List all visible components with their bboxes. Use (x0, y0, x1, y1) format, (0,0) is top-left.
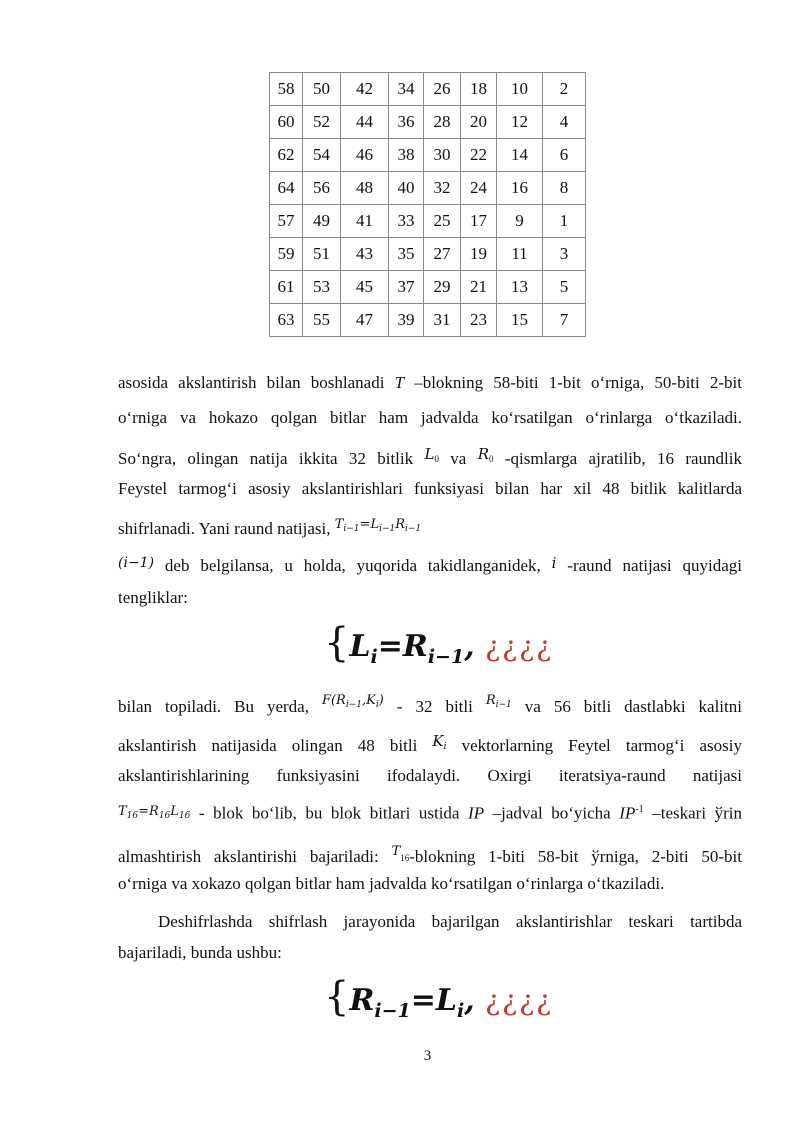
math-T: T (394, 373, 405, 392)
table-cell: 16 (497, 172, 543, 205)
table-cell: 53 (303, 271, 341, 304)
table-cell: 35 (389, 238, 424, 271)
text: shifrlanadi. Yani raund natijasi, (118, 519, 335, 538)
table-cell: 27 (424, 238, 461, 271)
table-cell: 56 (303, 172, 341, 205)
formula-K: $K_i$ (432, 732, 447, 752)
text: –jadval bo‘yicha (484, 803, 620, 823)
text: bilan topiladi. Bu yerda, (118, 697, 322, 716)
p1-line-4: Feystel tarmog‘i asosiy akslantirishlari funksiyasi bilan har xil 48 bitlik kalitlarda (118, 479, 742, 498)
table-cell: 11 (497, 238, 543, 271)
table-cell: 29 (424, 271, 461, 304)
table-row (270, 205, 586, 238)
eq-rel: =L (410, 983, 457, 1018)
math-i-minus-1: (i−1) (118, 555, 155, 571)
table-cell: 48 (341, 172, 389, 205)
formula-R: Ri−1 (485, 693, 512, 710)
table-cell: 15 (497, 304, 543, 337)
formula-T16b: T (391, 844, 401, 859)
table-cell: 61 (270, 271, 303, 304)
table-cell: 55 (303, 304, 341, 337)
table-cell: 8 (543, 172, 586, 205)
table-cell: 14 (497, 139, 543, 172)
equation-1 (324, 620, 553, 668)
text: –teskari ўrin (643, 803, 742, 823)
text: almashtirish akslantirishi bajariladi: (118, 847, 392, 866)
table-cell: 50 (303, 73, 341, 106)
eq-sub: i−1 (427, 646, 465, 668)
p2-line-4 (118, 800, 742, 826)
text: asosida akslantirish bilan boshlanadi (118, 373, 395, 392)
p1-line-2: o‘rniga va hokazo qolgan bitlar ham jadvalda ko‘rsatilgan o‘rinlarga o‘tkaziladi. (118, 408, 742, 427)
text: –blokning 58-biti 1-bit o‘rniga, 50-biti 2-bit (404, 373, 742, 392)
table-row (270, 73, 586, 106)
text: So‘ngra, olingan natija ikkita 32 bitlik (118, 449, 425, 468)
eq-lhs: R (349, 983, 375, 1018)
p3-line-1: Deshifrlashda shifrlash jarayonida bajarilgan akslantirishlar teskari tartibda (158, 912, 742, 931)
table-row (270, 172, 586, 205)
table-cell: 49 (303, 205, 341, 238)
table-cell: 42 (341, 73, 389, 106)
p1-line-7: tengliklar: (118, 588, 188, 607)
formula-T-LR: Ti−1=Li−1Ri−1 (334, 517, 422, 534)
formula-F: F(Ri−1,Ki) (321, 693, 384, 710)
table-cell: 36 (389, 106, 424, 139)
table-row (270, 106, 586, 139)
table-cell: 59 (270, 238, 303, 271)
formula-T16: T16=R16L16 (118, 803, 191, 821)
table-cell: 25 (424, 205, 461, 238)
table-cell: 54 (303, 139, 341, 172)
eq-sub: i (370, 646, 378, 668)
eq-lhs: L (349, 629, 371, 664)
eq-rel: =R (377, 629, 428, 664)
table-cell: 63 (270, 304, 303, 337)
p1-line-3 (118, 444, 742, 469)
table-cell: 5 (543, 271, 586, 304)
text: - blok bo‘lib, bu blok bitlari ustida (190, 803, 469, 823)
p1-line-1 (118, 373, 742, 393)
table-cell: 4 (543, 106, 586, 139)
p2-line-3: akslantirishlarining funksiyasini ifodalaydi. Oxirgi iteratsiya-raund natijasi (118, 766, 742, 785)
table-cell: 38 (389, 139, 424, 172)
table-cell: 47 (341, 304, 389, 337)
p2-line-1 (118, 691, 742, 717)
eq-sub: i−1 (374, 1000, 411, 1022)
table-cell: 31 (424, 304, 461, 337)
eq-glyphs: ¿¿¿¿ (485, 984, 554, 1017)
table-cell: 22 (461, 139, 497, 172)
eq-sub: i (456, 1000, 465, 1022)
equation-2 (324, 974, 553, 1022)
table-cell: 43 (341, 238, 389, 271)
text: -blokning 1-biti 58-bit ўrniga, 2-biti 50-bit (409, 847, 742, 866)
text: -raund natijasi quyidagi (556, 556, 742, 575)
table-cell: 19 (461, 238, 497, 271)
table-cell: 23 (461, 304, 497, 337)
table-cell: 60 (270, 106, 303, 139)
table-cell: 51 (303, 238, 341, 271)
brace: { (324, 974, 350, 1020)
table-cell: 6 (543, 139, 586, 172)
brace: { (324, 620, 350, 666)
p2-line-2 (118, 731, 742, 757)
eq-comma: , (464, 983, 475, 1018)
text: deb belgilansa, u holda, yuqorida takidlanganidek, (154, 556, 552, 575)
table-cell: 45 (341, 271, 389, 304)
text: -qismlarga ajratilib, 16 raundlik (493, 449, 743, 468)
eq-comma: , (464, 629, 475, 664)
table-cell: 40 (389, 172, 424, 205)
table-cell: 10 (497, 73, 543, 106)
table-cell: 18 (461, 73, 497, 106)
table-cell: 44 (341, 106, 389, 139)
table-row (270, 238, 586, 271)
p2-line-6: o‘rniga va xokazo qolgan bitlar ham jadvalda ko‘rsatilgan o‘rinlarga o‘tkaziladi. (118, 874, 665, 893)
table-cell: 46 (341, 139, 389, 172)
table-cell: 37 (389, 271, 424, 304)
table-cell: 24 (461, 172, 497, 205)
table-cell: 58 (270, 73, 303, 106)
table-row (270, 304, 586, 337)
math-sub: 0 (488, 454, 494, 464)
eq-glyphs: ¿¿¿¿ (485, 630, 554, 663)
text: - 32 bitli (383, 697, 486, 716)
table-cell: 26 (424, 73, 461, 106)
table-cell: 21 (461, 271, 497, 304)
p1-line-5 (118, 515, 742, 539)
table-cell: 39 (389, 304, 424, 337)
table-cell: 30 (424, 139, 461, 172)
p3-line-2: bajariladi, bunda ushbu: (118, 943, 282, 962)
p2-line-5 (118, 842, 742, 868)
math-sub: 16 (400, 853, 410, 863)
table-cell: 13 (497, 271, 543, 304)
p1-line-6 (118, 553, 742, 576)
text: akslantirish natijasida olingan 48 bitli (118, 736, 433, 755)
table-cell: 28 (424, 106, 461, 139)
math-R0: R (477, 445, 489, 463)
text: va 56 bitli dastlabki kalitni (511, 697, 742, 716)
table-cell: 34 (389, 73, 424, 106)
math-L0: L (424, 445, 435, 463)
table-cell: 57 (270, 205, 303, 238)
table-cell: 52 (303, 106, 341, 139)
table-cell: 3 (543, 238, 586, 271)
table-cell: 17 (461, 205, 497, 238)
math-i: i (551, 554, 557, 572)
text: va (438, 449, 478, 468)
table-cell: 64 (270, 172, 303, 205)
math-sup: -1 (635, 804, 644, 815)
table-cell: 33 (389, 205, 424, 238)
text: vektorlarning Feytel tarmog‘i asosiy (446, 736, 742, 755)
table-row (270, 271, 586, 304)
table-cell: 9 (497, 205, 543, 238)
table-cell: 20 (461, 106, 497, 139)
page-number: 3 (423, 1048, 432, 1064)
table-cell: 32 (424, 172, 461, 205)
table-cell: 62 (270, 139, 303, 172)
table-row (270, 139, 586, 172)
table-cell: 1 (543, 205, 586, 238)
table-cell: 12 (497, 106, 543, 139)
math-IP: IP (468, 803, 485, 823)
table-cell: 41 (341, 205, 389, 238)
table-cell: 2 (543, 73, 586, 106)
math-IP: IP (619, 803, 636, 823)
permutation-table (269, 72, 586, 337)
table-cell: 7 (543, 304, 586, 337)
permutation-table-body (270, 73, 586, 337)
math-sub: 0 (434, 454, 439, 464)
